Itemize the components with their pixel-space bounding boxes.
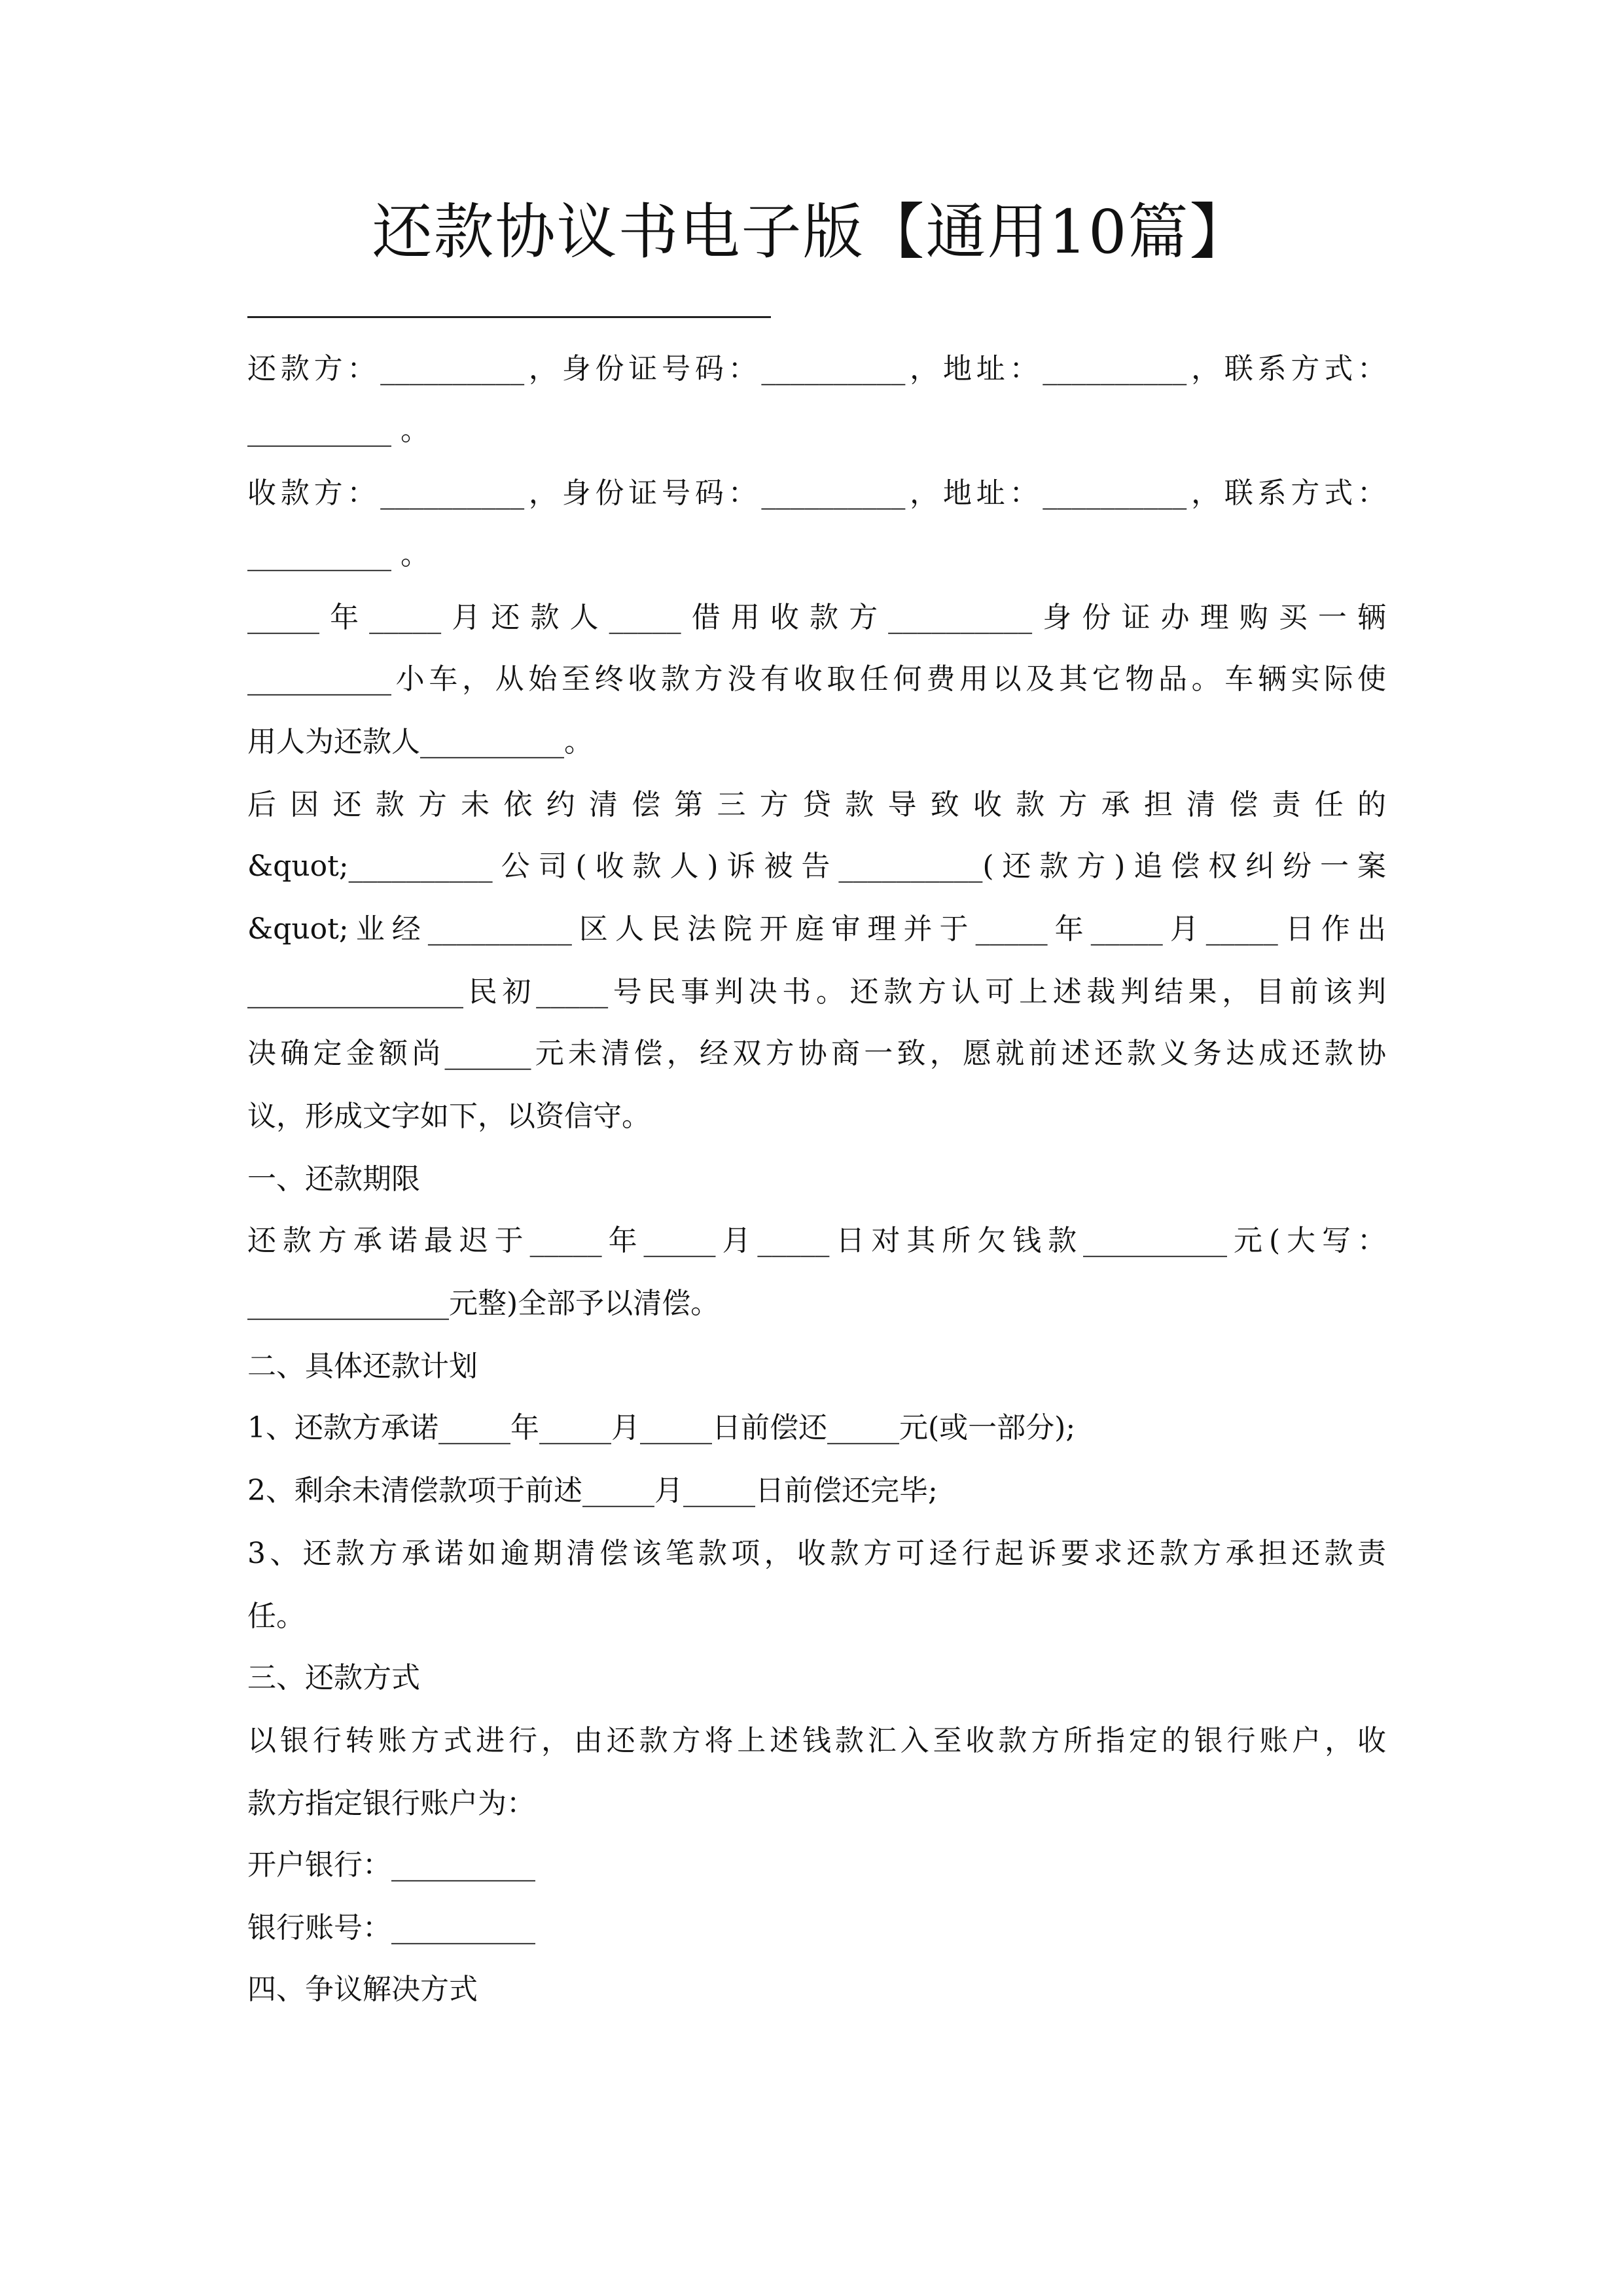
body-text-line: &quot;__________公司(收款人)诉被告__________(还款方)追偿权纠纷一案: [247, 850, 1386, 883]
bank-account-line: 银行账号：__________: [247, 1911, 535, 1945]
body-text-line: 2、剩余未清偿款项于前述_____月_____日前偿还完毕;: [247, 1474, 938, 1507]
body-text-line: 款方指定银行账户为：: [247, 1787, 535, 1820]
body-text-line: 任。: [247, 1600, 305, 1633]
body-text-line: 还款方：__________，身份证号码：__________，地址：__________，联系方式：: [247, 352, 1386, 386]
document-title: 还款协议书电子版【通用10篇】: [372, 197, 1251, 267]
bank-name-line: 开户银行：__________: [247, 1848, 535, 1882]
body-text-line: _____年_____月还款人_____借用收款方__________身份证办理购买一辆: [247, 601, 1386, 634]
title-divider-rule: [247, 316, 771, 318]
body-text-line: 后因还款方未依约清偿第三方贷款导致收款方承担清偿责任的: [247, 788, 1386, 821]
section-heading-repayment-method: 三、还款方式: [247, 1661, 420, 1695]
section-heading-repayment-term: 一、还款期限: [247, 1162, 420, 1196]
body-text-line: 用人为还款人__________。: [247, 725, 593, 759]
body-text-line: __________ 。: [247, 538, 429, 571]
body-text-line: 1、还款方承诺_____年_____月_____日前偿还_____元(或一部分);: [247, 1411, 1076, 1444]
body-text-line: __________小车，从始至终收款方没有收取任何费用以及其它物品。车辆实际使: [247, 662, 1386, 696]
body-text-line: &quot;业经__________区人民法院开庭审理并于_____年_____月_____日作出: [247, 912, 1386, 946]
body-text-line: 收款方：__________，身份证号码：__________，地址：__________，联系方式：: [247, 476, 1386, 510]
body-text-line: ______________元整)全部予以清偿。: [247, 1287, 720, 1320]
section-heading-dispute-resolution: 四、争议解决方式: [247, 1973, 478, 2006]
body-text-line: 议，形成文字如下，以资信守。: [247, 1100, 651, 1133]
body-text-line: 以银行转账方式进行，由还款方将上述钱款汇入至收款方所指定的银行账户，收: [247, 1724, 1386, 1757]
body-text-line: 3、还款方承诺如逾期清偿该笔款项，收款方可迳行起诉要求还款方承担还款责: [247, 1537, 1386, 1570]
body-text-line: 还款方承诺最迟于_____年_____月_____日对其所欠钱款__________元(大写：: [247, 1224, 1386, 1257]
body-text-line: __________ 。: [247, 414, 429, 447]
body-text-line: _______________民初_____号民事判决书。还款方认可上述裁判结果，目前该判: [247, 975, 1386, 1009]
section-heading-repayment-plan: 二、具体还款计划: [247, 1350, 478, 1383]
body-text-line: 决确定金额尚______元未清偿，经双方协商一致，愿就前述还款义务达成还款协: [247, 1037, 1386, 1070]
